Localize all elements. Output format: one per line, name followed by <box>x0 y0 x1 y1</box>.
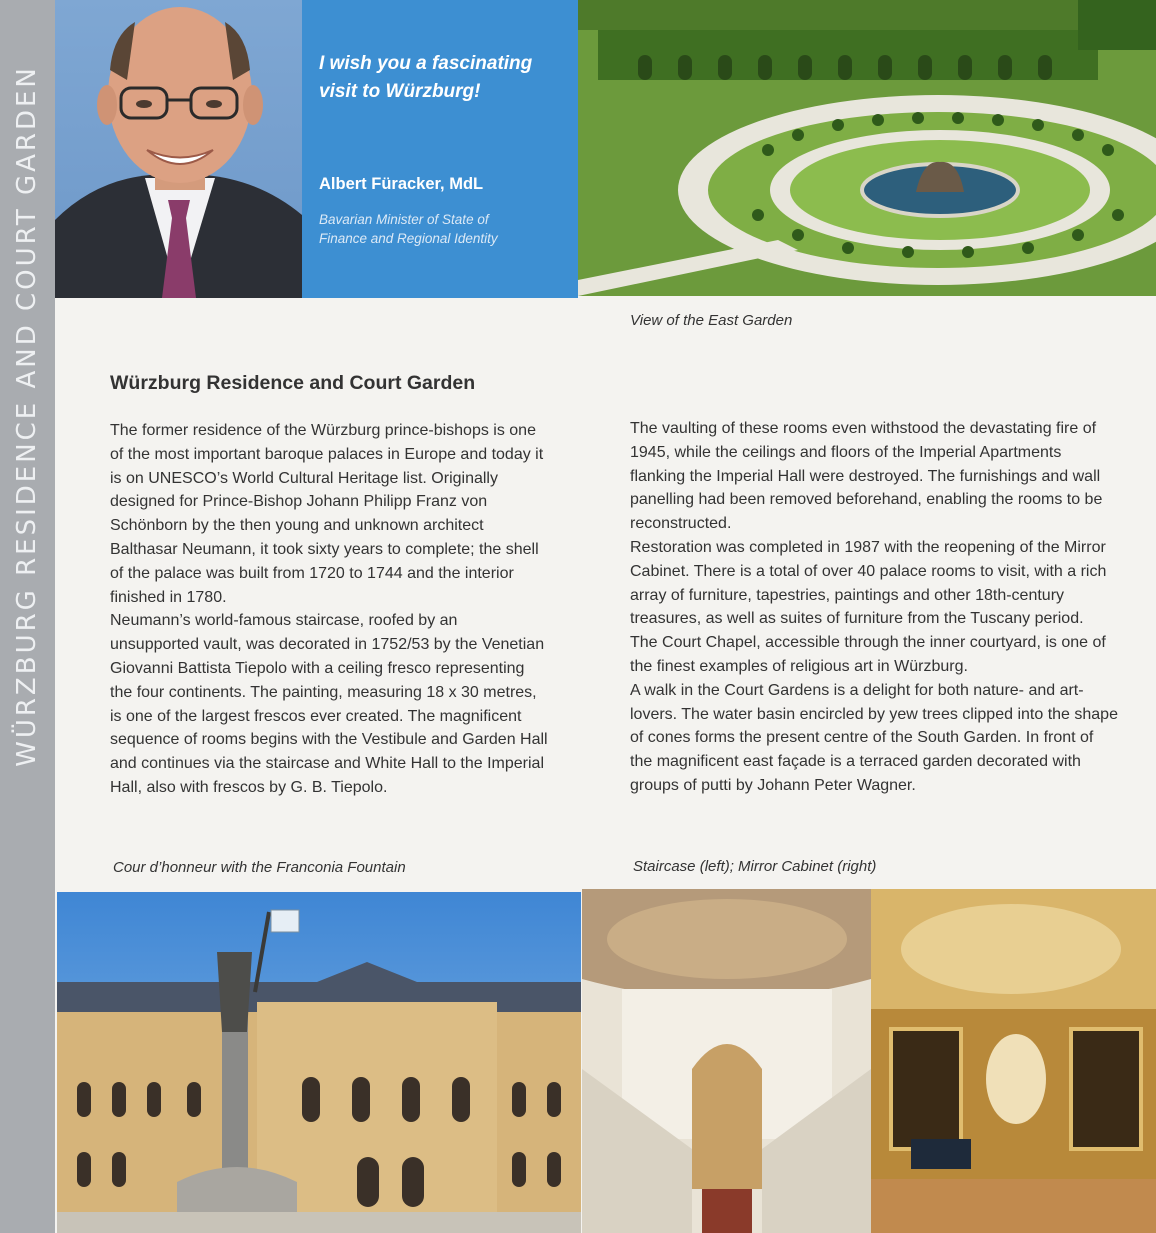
cour-dhonneur-photo <box>57 892 581 1233</box>
signer-role-line-2: Finance and Regional Identity <box>319 231 498 246</box>
article-title: Würzburg Residence and Court Garden <box>110 372 476 394</box>
staircase-photo <box>582 889 871 1233</box>
article-paragraph: The former residence of the Würzburg prince-bishops is one of the most important baroque palaces in Europe and today it is on UNESCO’s World Cultural Heritage list. Originally designed for Prince-Bishop Johann Philipp Franz von Schönborn by the then young and unknown architect Balthasar Neumann, it took sixty years to complete; the shell of the palace was built from 1720 to 1744 and the interior finished in 1780. <box>110 422 544 606</box>
article-paragraph: Restoration was completed in 1987 with the reopening of the Mirror Cabinet. There is a total of over 40 palace rooms to visit, with a rich array of furniture, tapestries, paintings and other 18th-century treasures, as well as suites of furniture from the Tuscany period. <box>630 538 1107 628</box>
article-paragraph: A walk in the Court Gardens is a delight for both nature- and art-lovers. The water basin encircled by yew trees clipped into the shape of cones forms the present centre of the South Garden. In front of the magnificent east façade is a terraced garden decorated with groups of putti by Johann Peter Wagner. <box>630 681 1118 794</box>
minister-portrait-photo <box>55 0 302 298</box>
greeting-panel <box>302 0 578 298</box>
mirror-cabinet-photo <box>871 889 1156 1233</box>
article-left-column <box>110 419 550 800</box>
article-paragraph: The vaulting of these rooms even withstood the devastating fire of 1945, while the ceilings and floors of the Imperial Apartments flanking the Imperial Hall were destroyed. The furnishings and wall panelling had been removed beforehand, enabling the rooms to be reconstructed. <box>630 420 1103 533</box>
article-paragraph: The Court Chapel, accessible through the inner courtyard, is one of the finest examples of religious art in Würzburg. <box>630 634 1106 675</box>
article-paragraph: Neumann’s world-famous staircase, roofed by an unsupported vault, was decorated in 1752/53 by the Venetian Giovanni Battista Tiepolo with a ceiling fresco representing the four continents. The painting, measuring 18 x 30 metres, is one of the largest frescos ever created. The magnificent sequence of rooms begins with the Vestibule and Garden Hall and continues via the staircase and White Hall to the Imperial Hall, also with frescos by G. B. Tiepolo. <box>110 612 548 796</box>
caption-east-garden: View of the East Garden <box>630 312 793 329</box>
greeting-quote: I wish you a fascinating visit to Würzburg! <box>319 53 533 102</box>
east-garden-photo <box>578 0 1156 296</box>
caption-staircase-mirror: Staircase (left); Mirror Cabinet (right) <box>633 858 877 875</box>
signer-name: Albert Füracker, MdL <box>319 175 484 193</box>
caption-cour-dhonneur: Cour d’honneur with the Franconia Fountain <box>113 859 406 876</box>
signer-role-line-1: Bavarian Minister of State of <box>319 212 489 227</box>
spine-title: WÜRZBURG RESIDENCE AND COURT GARDEN <box>12 65 42 767</box>
article-right-column <box>630 417 1120 798</box>
spine-band <box>0 0 55 1233</box>
signer-role <box>319 210 569 248</box>
